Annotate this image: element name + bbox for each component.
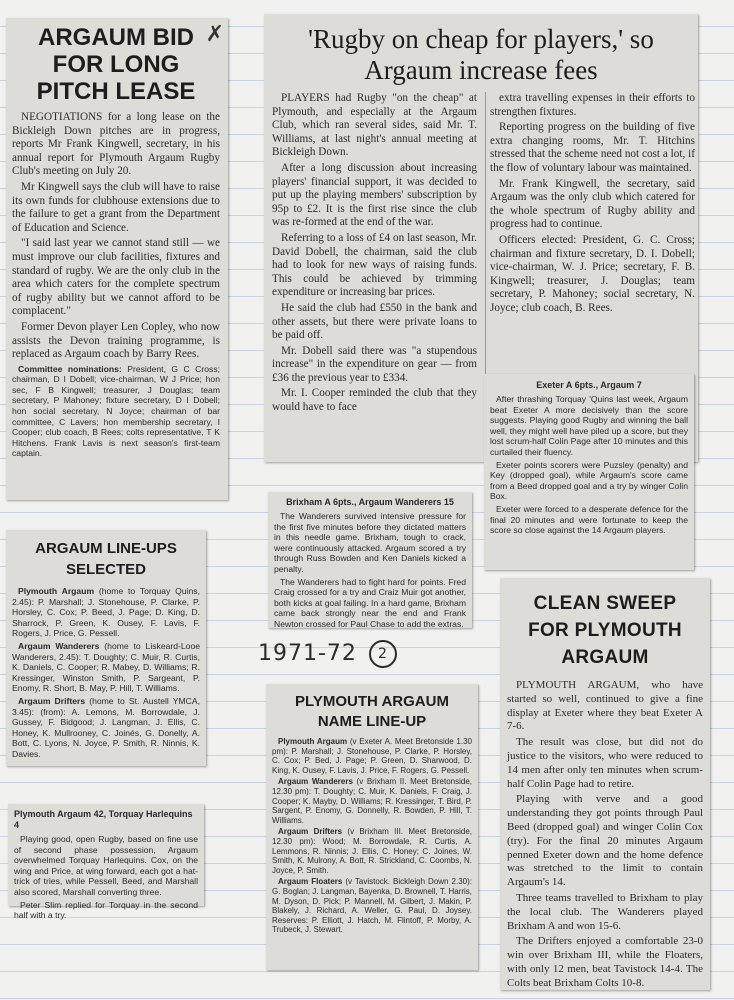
clipping-brixham-result (268, 492, 472, 628)
article-paragraph: The Drifters enjoyed a comfortable 23-0 win over Brixham III, while the Floaters, with only 12 men, beat Tavistock 14-4. The Colts beat Brixham Colts 10-8. (507, 935, 703, 989)
article-paragraph: Playing good, open Rugby, based on fine use of second phase possession, Argaum overwhelmed Torquay Harlequins. Cox, on the wing and Price, at wing forward, each got a hat-trick of tries, while Pessell, Beed, and Marshall also scored, Marshall converting three. (14, 834, 198, 897)
article-paragraph: "I said last year we cannot stand still — we must improve our club facilities, fixtures and standard of rugby. We are the only club in the area which caters for the complete spectrum of rugby ability but we cannot afford to be complacent." (12, 237, 220, 318)
lineup-entry (12, 696, 200, 760)
clipping-headline: ARGAUM BID FOR LONG PITCH LEASE (36, 24, 196, 105)
clipping-headline: 'Rugby on cheap for players,' so Argaum increase fees (308, 24, 654, 85)
article-paragraph: He said the club had £550 in the bank and other assets, but there were private loans to be paid off. (272, 301, 477, 342)
article-paragraph: After a long discussion about increasing players' financial support, it was decided to put up the playing members' subscription by 95p to £2. It is the first rise since the club was re-formed at the end of the war. (272, 161, 477, 229)
article-paragraph: The Wanderers survived intensive pressure for the first five minutes before they dictated matters in this needle game. Brixham, tough to crack, were continuously attacked. Argaum scored a try through Russ Bowden and Ken Daniels kicked a penalty. (274, 511, 466, 574)
lineup-entry (12, 641, 200, 694)
clipping-clean-sweep (500, 578, 710, 990)
team-list: (home to St. Austell YMCA, 3.45): (from): A. Lemons, M. Borrowdale, J. Gussey, F. Bidgood; J. Langman, J. Ellis, C. Honey, K. Mullrooney, C. Joinés, G. Donelly, A. Bott, C. Lyons, N. Joyce, P. Smith, R. Ninnis, K. Davies. (12, 695, 200, 759)
team-name: Argaum Wanderers (278, 777, 353, 787)
article-paragraph: The Wanderers had to fight hard for points. Fred Craig crossed for a try and Craiz Muir got another, both kicks at goal failing. In a hard game, Brixham came back strongly near the end and Frank Newton crossed for Paul Chase to add the extras. (274, 576, 466, 629)
circled-page-number: 2 (369, 640, 397, 668)
team-name: Plymouth Argaum (278, 737, 348, 746)
article-paragraph: Exeter were forced to a desperate defence for the final 20 minutes and were fortunate to keep the score so close against the 14 Argaum players. (490, 503, 688, 536)
article-paragraph: Former Devon player Len Copley, who now assists the Devon training programme, is replaced as Argaum coach by Barry Rees. (12, 320, 220, 361)
article-paragraph: Referring to a loss of £4 on last season, Mr. David Dobell, the chairman, said the club had to look for new ways of raising funds. This could be achieved by trimming expenditure or increasing bar prices. (272, 231, 477, 299)
article-paragraph: PLAYERS had Rugby "on the cheap" at Plymouth, and especially at the Argaum Club, which ran several sides, said Mr. T. Williams, at last night's annual meeting at Bickleigh Down. (272, 92, 477, 159)
article-paragraph: The result was close, but did not do justice to the visitors, who were reduced to 14 men after only ten minutes when scrum-half Colin Page had to retire. (507, 736, 703, 790)
lineup-entry (272, 737, 472, 775)
clipping-headline: Brixham A 6pts., Argaum Wanderers 15 (286, 497, 454, 507)
article-paragraph: Reporting progress on the building of five extra changing rooms, Mr. T. Hitchins stressed that the scheme need not cost a lot, if the flow of voluntary labour was maintained. (490, 121, 695, 174)
team-list: (v Tavistock. Bickleigh Down 2.30): G. Boglan; J. Langman, Bayenka, D. Brownell, T. Harris, M. Dyson, D. Pick; P. Mannell, M. Gilbert, J. Makin, P. Blakely, J. Richard, A. Weller, G. Paul, D. Joysey. Reserves: P. Elliott, J. Hatch, M. Flintoff, P. Morby, A. Trubeck, J. Stewart. (272, 877, 472, 935)
committee-text: President, G C Cross; chairman, D I Dobell; vice-chairman, W J Price; hon sec, F B Kingwell; treasurer, J Douglas; team secretary, P Mahoney; fixture secretary, D I Dobell; hon social secretary, N Joyce; chairman of bar committee, C Lavers; hon membership secretary, I Cooper; club coach, B Rees; colts representative, T K Hitchens. Frank Lavis is next season's first-team captain. (12, 363, 221, 459)
clipping-lineups-selected (6, 530, 206, 766)
clipping-pitch-lease (6, 18, 228, 500)
clipping-torquay-result (8, 804, 204, 921)
team-list: (home to Liskeard-Looe Wanderers, 2.45): T. Doughty; C. Muir, R. Curtis, K. Daniels, C. Cooper; R. Mabey, D. Williams; R. Kressinger, Winston Smith, P. Sargeant, P. Enomy, R. Short, B. May, P. Hill, T. Williams. (12, 640, 200, 694)
lineup-entry (272, 827, 472, 875)
clipping-headline: PLYMOUTH ARGAUM NAME LINE-UP (295, 693, 449, 730)
team-name: Argaum Floaters (278, 877, 343, 887)
handwritten-year: 1971-72 (258, 641, 357, 666)
article-paragraph: PLYMOUTH ARGAUM, who have started so well, continued to give a fine display at Exeter where they beat Exeter A 7-6. (507, 679, 703, 733)
article-paragraph: After thrashing Torquay 'Quins last week, Argaum beat Exeter A more decisively than the score suggests. Playing good Rugby and winning the ball well, they might well have piled up a score, but they lost scrum-half Colin Page after 10 minutes and this curtailed their fluency. (490, 394, 688, 457)
article-paragraph: Mr. Dobell said there was "a stupendous increase" in the expenditure on gear — from £36 the previous year to £334. (272, 344, 477, 384)
article-paragraph: Officers elected: President, G. C. Cross; chairman and fixture secretary, D. I. Dobell; vice-chairman, W. J. Price; secretary, F. B. Kingwell; treasurer, J. Douglas; team secretary, P. Mahoney; social secretary, N. Joyce; club coach, B. Rees. (490, 233, 695, 314)
committee-list (12, 364, 220, 459)
clipping-headline: Exeter A 6pts., Argaum 7 (536, 380, 642, 390)
team-list: (v Exeter A. Meet Bretonside 1.30 pm): P. Marshall; J. Stonehouse, P. Clarke, P. Horsley, C. Cox; P. Bed, J. Page; P. Green, D. Sharwood, D. King, K. Ousey, F. Lavis, J. Price, F. Rogers, G. Pessell. (272, 737, 472, 775)
article-paragraph: Mr. Frank Kingwell, the secretary, said Argaum was the only club which catered for the whole spectrum of Rugby ability and progress had to continue. (490, 177, 695, 231)
lineup-entry (12, 586, 200, 639)
team-name: Plymouth Argaum (18, 586, 95, 596)
handwritten-annotation (258, 640, 428, 676)
article-paragraph: extra travelling expenses in their efforts to strengthen fixtures. (490, 92, 695, 118)
pen-mark: ✗ (205, 22, 224, 47)
clipping-exeter-result (484, 374, 694, 570)
team-name: Argaum Wanderers (18, 640, 100, 651)
article-paragraph: Three teams travelled to Brixham to play the local club. The Wanderers played Brixham A and won 15-6. (507, 891, 703, 932)
team-name: Argaum Drifters (18, 695, 86, 706)
clipping-name-lineup (266, 684, 478, 970)
article-paragraph: Mr. I. Cooper reminded the club that they would have to face (272, 387, 477, 414)
clipping-headline: Plymouth Argaum 42, Torquay Harlequins 4 (14, 809, 193, 830)
lineup-entry (272, 777, 472, 825)
article-paragraph: Mr Kingwell says the club will have to raise its own funds for clubhouse extensions due to the failure to get a grant from the Department of Education and Science. (12, 180, 220, 234)
team-name: Argaum Drifters (278, 827, 343, 837)
team-list: (v Brixham II. Meet Bretonside, 12.30 pm): T. Doughty; C. Muir, K. Daniels, F. Craig, J. Cooper; K. Mayby, D. Williams; R. Kressinger, T. Bird, P. Sargent, P. Enomy, G. Donnelly, R. Bowden, P. Hill, T. Williams. (272, 777, 472, 825)
team-list: (v Brixham III. Meet Bretonside, 12.30 pm): Wood; M. Borrowdale, R. Curtis, A. Lemmons, R. Ninnis; J. Ellis, C. Honey; C. Joines, W. Smith, K. Mulrony, A. Bott, R. Strickland, C. Coombs, N. Joyce, P. Smith. (272, 827, 472, 875)
article-paragraph: Peter Slim replied for Torquay in the second half with a try. (14, 899, 198, 921)
committee-label: Committee nominations: (18, 363, 122, 374)
clipping-headline: CLEAN SWEEP FOR PLYMOUTH ARGAUM (528, 593, 682, 668)
article-paragraph: NEGOTIATIONS for a long lease on the Bickleigh Down pitches are in progress, reports Mr Frank Kingwell, secretary, in his annual report for Plymouth Argaum Rugby Club's meeting on July 20. (12, 111, 220, 178)
article-paragraph: Exeter points scorers were Puzsley (penalty) and Key (dropped goal), while Argaum's score came from a Beed dropped goal and a try by winger Colin Box. (490, 459, 688, 502)
team-list: (home to Torquay Quins, 2.45): P. Marshall; J. Stonehouse, P. Clarke, P. Horsley, C. Cox; P. Beed, J. Page; D. King, D. Sharrock, P. Green, K. Ousey, F. Lavis, F. Rogers, J. Price, G. Pessell. (12, 586, 200, 639)
lineup-entry (272, 877, 472, 935)
article-paragraph: Playing with verve and a good understanding they got points through Paul Beed (dropped goal) and winger Colin Cox (try). For the final 20 minutes Argaum penned Exeter down and the home defence was stretched to the limit to contain Argaum's 14. (507, 793, 703, 889)
clipping-headline: ARGAUM LINE-UPS SELECTED (35, 540, 177, 578)
